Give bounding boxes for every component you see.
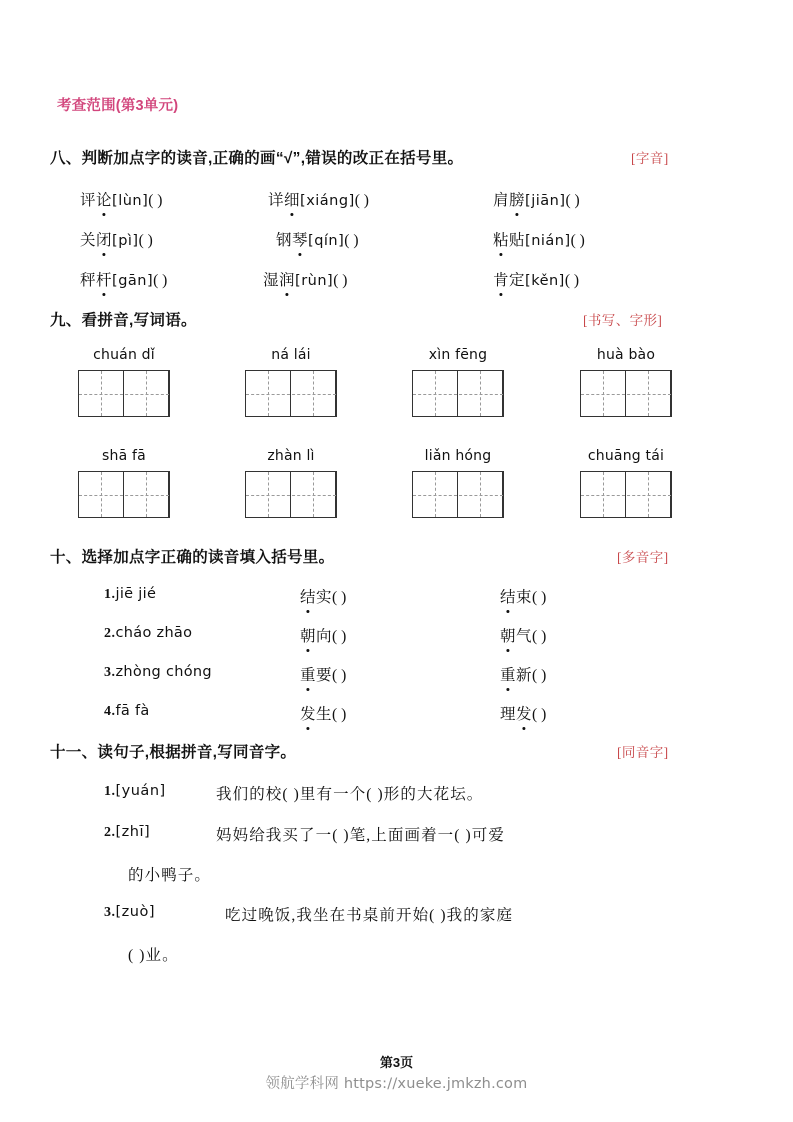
tianzige-cell[interactable] bbox=[246, 371, 291, 416]
answer-parens[interactable]: ( ) bbox=[332, 706, 347, 723]
section-10-tag: [多音字] bbox=[617, 550, 669, 565]
word-dotted-char: 朝 bbox=[300, 624, 316, 646]
grid-pinyin-label: liǎn hóng bbox=[424, 448, 492, 464]
item-number: 1. bbox=[104, 587, 116, 602]
word-rest: 气 bbox=[516, 628, 533, 645]
word-prefix: 秤 bbox=[80, 272, 97, 289]
word-dotted-char: 重 bbox=[300, 663, 316, 685]
answer-parens[interactable]: ( ) bbox=[532, 706, 547, 723]
site-watermark: 领航学科网 https://xueke.jmkzh.com bbox=[265, 1076, 528, 1092]
tianzige-cell[interactable] bbox=[124, 371, 169, 416]
pinyin-check-item[interactable] bbox=[263, 268, 347, 290]
polyphone-options: jiē jié bbox=[115, 586, 157, 602]
tianzige-cell[interactable] bbox=[79, 472, 124, 517]
polyphone-options: cháo zhāo bbox=[115, 625, 193, 641]
tianzige-cell[interactable] bbox=[581, 472, 626, 517]
word-dotted-char: 膀 bbox=[509, 188, 525, 210]
answer-parens[interactable]: ( ) bbox=[333, 272, 348, 289]
pinyin-check-item[interactable] bbox=[268, 188, 369, 210]
answer-parens[interactable]: ( ) bbox=[148, 192, 163, 209]
word-dotted-char: 闭 bbox=[96, 228, 112, 250]
pinyin-check-item[interactable] bbox=[493, 268, 579, 290]
word-dotted-char: 肯 bbox=[493, 268, 509, 290]
word-rest: 理 bbox=[500, 706, 517, 723]
grid-pinyin-label: chuán dǐ bbox=[93, 347, 155, 363]
section-8-title: 判断加点字的读音,正确的画“√”,错误的改正在括号里。 bbox=[81, 150, 464, 167]
tianzige-cell[interactable] bbox=[291, 371, 336, 416]
grid-pinyin-label: huà bào bbox=[596, 347, 656, 363]
polyphone-word[interactable] bbox=[300, 585, 346, 607]
polyphone-row bbox=[104, 585, 156, 603]
homophone-row bbox=[104, 782, 166, 800]
answer-parens[interactable]: ( ) bbox=[332, 589, 347, 606]
grid-pinyin-label: ná lái bbox=[271, 347, 311, 363]
section-10-title: 选择加点字正确的读音填入括号里。 bbox=[81, 549, 335, 566]
word-dotted-char: 重 bbox=[500, 663, 516, 685]
homophone-row bbox=[104, 903, 155, 921]
word-pinyin: [kěn] bbox=[525, 273, 565, 289]
item-number: 2. bbox=[104, 825, 116, 840]
section-10-header bbox=[50, 545, 334, 567]
section-11-title: 读句子,根据拼音,写同音字。 bbox=[97, 744, 297, 761]
grid-pinyin-label: xìn fēng bbox=[428, 347, 488, 363]
word-dotted-char: 润 bbox=[279, 268, 295, 290]
word-dotted-char: 论 bbox=[96, 188, 112, 210]
pinyin-check-item[interactable] bbox=[276, 228, 358, 250]
tianzige-grid[interactable] bbox=[245, 370, 337, 417]
tianzige-grid[interactable] bbox=[580, 471, 672, 518]
unit-scope-heading: 考查范围(第3单元) bbox=[57, 98, 179, 114]
tianzige-cell[interactable] bbox=[626, 371, 671, 416]
homophone-sentence-cont[interactable]: 的小鸭子。 bbox=[128, 867, 212, 884]
tianzige-cell[interactable] bbox=[124, 472, 169, 517]
pinyin-check-item[interactable] bbox=[493, 188, 580, 210]
section-8-tag: [字音] bbox=[631, 151, 669, 166]
word-pinyin: [nián] bbox=[525, 233, 571, 249]
answer-parens[interactable]: ( ) bbox=[332, 667, 347, 684]
answer-parens[interactable]: ( ) bbox=[332, 628, 347, 645]
word-pinyin: [qín] bbox=[308, 233, 345, 249]
section-9-number: 九、 bbox=[50, 312, 82, 329]
word-pinyin: [pì] bbox=[112, 233, 139, 249]
page-number: 第3页 bbox=[379, 1055, 414, 1070]
answer-parens[interactable]: ( ) bbox=[138, 232, 153, 249]
polyphone-options: fā fà bbox=[115, 703, 150, 719]
polyphone-options: zhòng chóng bbox=[115, 664, 212, 680]
section-10-number: 十、 bbox=[50, 549, 82, 566]
word-prefix: 肩 bbox=[493, 192, 510, 209]
section-11-header bbox=[50, 740, 296, 762]
item-number: 2. bbox=[104, 626, 116, 641]
item-number: 4. bbox=[104, 704, 116, 719]
word-dotted-char: 结 bbox=[300, 585, 316, 607]
word-dotted-char: 细 bbox=[284, 188, 300, 210]
grid-pinyin-label: zhàn lì bbox=[267, 448, 315, 464]
tianzige-cell[interactable] bbox=[413, 472, 458, 517]
answer-parens[interactable]: ( ) bbox=[532, 589, 547, 606]
polyphone-row bbox=[104, 663, 212, 681]
polyphone-row bbox=[104, 702, 150, 720]
tianzige-grid[interactable] bbox=[245, 471, 337, 518]
word-prefix: 评 bbox=[80, 192, 97, 209]
tianzige-cell[interactable] bbox=[581, 371, 626, 416]
section-9-title: 看拼音,写词语。 bbox=[81, 312, 197, 329]
answer-parens[interactable]: ( ) bbox=[532, 667, 547, 684]
tianzige-grid[interactable] bbox=[412, 471, 504, 518]
tianzige-cell[interactable] bbox=[626, 472, 671, 517]
section-8-number: 八、 bbox=[50, 150, 82, 167]
word-dotted-char: 结 bbox=[500, 585, 516, 607]
section-9-header bbox=[50, 308, 197, 330]
item-number: 3. bbox=[104, 905, 116, 920]
homophone-pinyin: [yuán] bbox=[115, 783, 166, 799]
word-pinyin: [xiáng] bbox=[300, 193, 355, 209]
word-dotted-char: 发 bbox=[300, 702, 316, 724]
homophone-sentence[interactable]: 吃过晚饭,我坐在书桌前开始( )我的家庭 bbox=[225, 907, 514, 924]
homophone-pinyin: [zhī] bbox=[115, 824, 151, 840]
tianzige-cell[interactable] bbox=[291, 472, 336, 517]
homophone-sentence[interactable]: 妈妈给我买了一( )笔,上面画着一( )可爱 bbox=[216, 827, 505, 844]
item-number: 1. bbox=[104, 784, 116, 799]
polyphone-word[interactable] bbox=[300, 702, 346, 724]
section-11-tag: [同音字] bbox=[617, 745, 669, 760]
tianzige-cell[interactable] bbox=[246, 472, 291, 517]
answer-parens[interactable]: ( ) bbox=[344, 232, 359, 249]
word-rest: 束 bbox=[516, 589, 533, 606]
word-suffix: 贴 bbox=[509, 232, 526, 249]
tianzige-cell[interactable] bbox=[458, 472, 503, 517]
answer-parens[interactable]: ( ) bbox=[354, 192, 369, 209]
polyphone-word[interactable] bbox=[500, 624, 546, 646]
word-rest: 实 bbox=[316, 589, 333, 606]
word-suffix: 定 bbox=[509, 272, 526, 289]
item-number: 3. bbox=[104, 665, 116, 680]
polyphone-word[interactable] bbox=[500, 585, 546, 607]
tianzige-grid[interactable] bbox=[78, 370, 170, 417]
word-prefix: 详 bbox=[268, 192, 285, 209]
word-pinyin: [lùn] bbox=[112, 193, 149, 209]
word-dotted-char: 琴 bbox=[292, 228, 308, 250]
answer-parens[interactable]: ( ) bbox=[153, 272, 168, 289]
section-9-tag: [书写、字形] bbox=[583, 313, 663, 328]
word-dotted-char: 粘 bbox=[493, 228, 509, 250]
word-rest: 向 bbox=[316, 628, 333, 645]
answer-parens[interactable]: ( ) bbox=[570, 232, 585, 249]
polyphone-word[interactable] bbox=[300, 624, 346, 646]
word-prefix: 湿 bbox=[263, 272, 280, 289]
tianzige-cell[interactable] bbox=[458, 371, 503, 416]
polyphone-row bbox=[104, 624, 192, 642]
word-pinyin: [jiān] bbox=[525, 193, 566, 209]
word-rest: 要 bbox=[316, 667, 333, 684]
word-pinyin: [rùn] bbox=[295, 273, 334, 289]
homophone-sentence[interactable]: 我们的校( )里有一个( )形的大花坛。 bbox=[216, 786, 484, 803]
tianzige-cell[interactable] bbox=[413, 371, 458, 416]
tianzige-grid[interactable] bbox=[580, 370, 672, 417]
homophone-pinyin: [zuò] bbox=[115, 904, 155, 920]
answer-parens[interactable]: ( ) bbox=[565, 192, 580, 209]
word-prefix: 关 bbox=[80, 232, 97, 249]
word-rest: 新 bbox=[516, 667, 533, 684]
word-rest: 生 bbox=[316, 706, 333, 723]
tianzige-grid[interactable] bbox=[412, 370, 504, 417]
answer-parens[interactable]: ( ) bbox=[564, 272, 580, 289]
answer-parens[interactable]: ( ) bbox=[532, 628, 547, 645]
section-8-header bbox=[50, 146, 463, 168]
grid-pinyin-label: chuāng tái bbox=[587, 448, 665, 464]
tianzige-cell[interactable] bbox=[79, 371, 124, 416]
word-dotted-char: 朝 bbox=[500, 624, 516, 646]
word-prefix: 钢 bbox=[276, 232, 293, 249]
word-pinyin: [gān] bbox=[112, 273, 154, 289]
section-11-number: 十一、 bbox=[50, 744, 98, 761]
pinyin-check-item[interactable] bbox=[80, 188, 162, 210]
homophone-row bbox=[104, 823, 150, 841]
polyphone-word[interactable] bbox=[300, 663, 346, 685]
word-dotted-char: 杆 bbox=[96, 268, 112, 290]
tianzige-grid[interactable] bbox=[78, 471, 170, 518]
pinyin-check-item[interactable] bbox=[80, 228, 153, 250]
word-dotted-char: 发 bbox=[516, 702, 532, 724]
polyphone-word[interactable] bbox=[500, 663, 546, 685]
grid-pinyin-label: shā fā bbox=[102, 448, 146, 464]
polyphone-word[interactable] bbox=[500, 702, 546, 724]
homophone-sentence-cont[interactable]: ( )业。 bbox=[128, 947, 179, 964]
pinyin-check-item[interactable] bbox=[80, 268, 167, 290]
pinyin-check-item[interactable] bbox=[493, 228, 585, 250]
